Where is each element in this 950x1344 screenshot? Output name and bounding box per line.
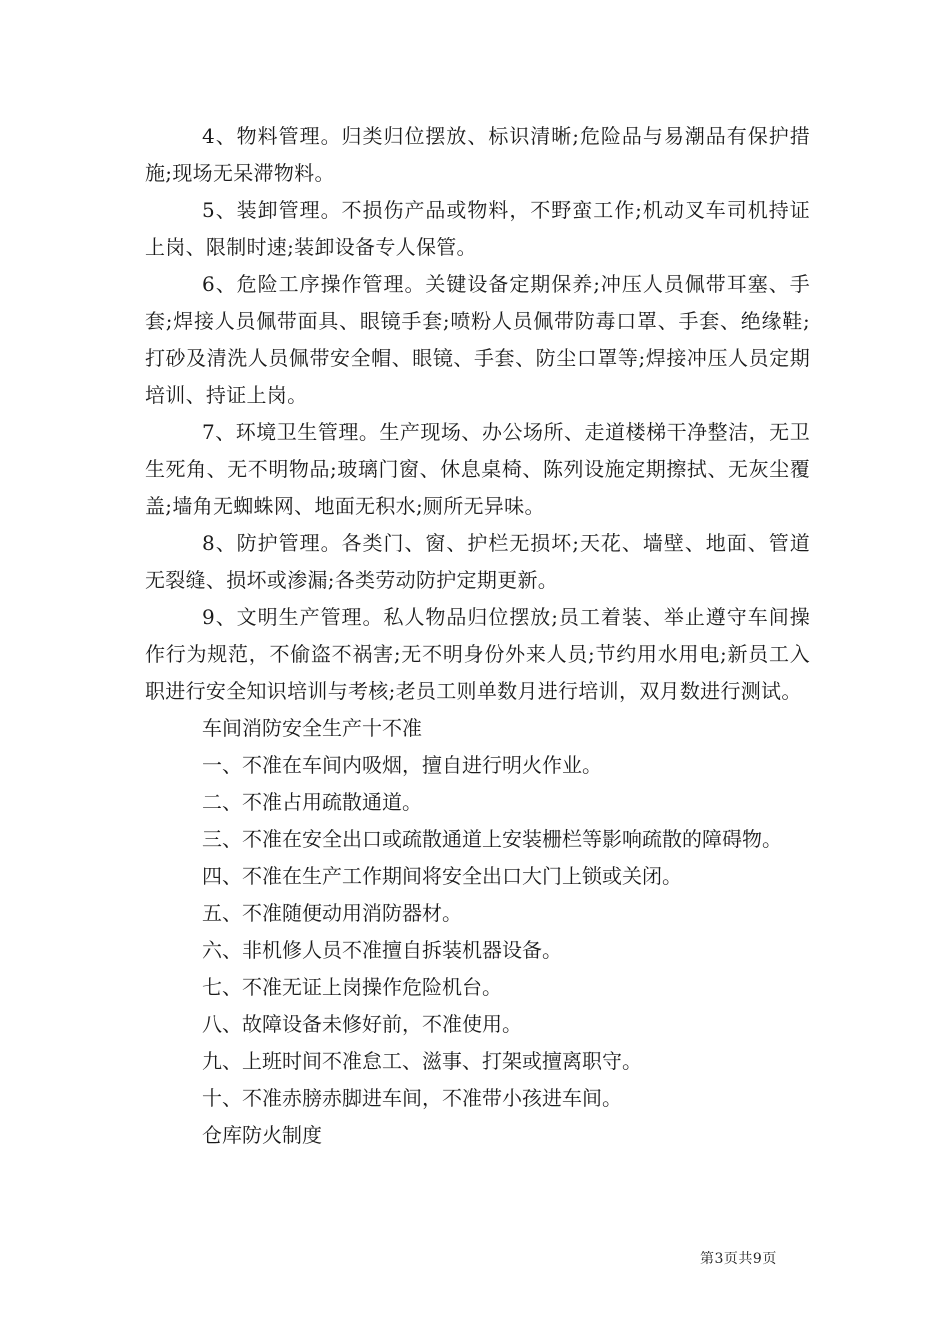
paragraph-loading-management: 5、装卸管理。不损伤产品或物料，不野蛮工作;机动叉车司机持证上岗、限制时速;装卸设备专人保管。 xyxy=(145,198,810,259)
rule-item: 四、不准在生产工作期间将安全出口大门上锁或关闭。 xyxy=(202,864,682,888)
rule-item: 六、非机修人员不准擅自拆装机器设备。 xyxy=(202,938,562,962)
paragraph-environment-hygiene: 7、环境卫生管理。生产现场、办公场所、走道楼梯干净整洁，无卫生死角、无不明物品;玻璃门窗、休息桌椅、陈列设施定期擦拭、无灰尘覆盖;墙角无蜘蛛网、地面无积水;厕所无异味。 xyxy=(145,420,810,518)
rule-item: 一、不准在车间内吸烟，擅自进行明火作业。 xyxy=(202,753,602,777)
paragraph-protection-management: 8、防护管理。各类门、窗、护栏无损坏;天花、墙壁、地面、管道无裂缝、损坏或渗漏;各类劳动防护定期更新。 xyxy=(145,531,810,592)
rule-item: 九、上班时间不准怠工、滋事、打架或擅离职守。 xyxy=(202,1049,642,1073)
rule-item: 七、不准无证上岗操作危险机台。 xyxy=(202,975,502,999)
rule-item: 八、故障设备未修好前，不准使用。 xyxy=(202,1012,522,1036)
paragraph-hazardous-process: 6、危险工序操作管理。关键设备定期保养;冲压人员佩带耳塞、手套;焊接人员佩带面具、眼镜手套;喷粉人员佩带防毒口罩、手套、绝缘鞋;打砂及清洗人员佩带安全帽、眼镜、手套、防尘口罩等;焊接冲压人员定期培训、持证上岗。 xyxy=(145,272,810,407)
rule-item: 三、不准在安全出口或疏散通道上安装栅栏等影响疏散的障碍物。 xyxy=(202,827,782,851)
paragraph-civilized-production: 9、文明生产管理。私人物品归位摆放;员工着装、举止遵守车间操作行为规范，不偷盗不祸害;无不明身份外来人员;节约用水用电;新员工入职进行安全知识培训与考核;老员工则单数月进行培训，双月数进行测试。 xyxy=(145,605,810,703)
section-title-fire-safety: 车间消防安全生产十不准 xyxy=(202,716,422,740)
section-title-warehouse-fire: 仓库防火制度 xyxy=(202,1123,322,1147)
paragraph-material-management: 4、物料管理。归类归位摆放、标识清晰;危险品与易潮品有保护措施;现场无呆滞物料。 xyxy=(145,124,810,185)
page-indicator: 第3页共9页 xyxy=(700,1251,777,1267)
document-body xyxy=(145,118,810,1154)
rule-item: 二、不准占用疏散通道。 xyxy=(202,790,422,814)
rule-item: 十、不准赤膀赤脚进车间，不准带小孩进车间。 xyxy=(202,1086,622,1110)
rule-item: 五、不准随便动用消防器材。 xyxy=(202,901,462,925)
